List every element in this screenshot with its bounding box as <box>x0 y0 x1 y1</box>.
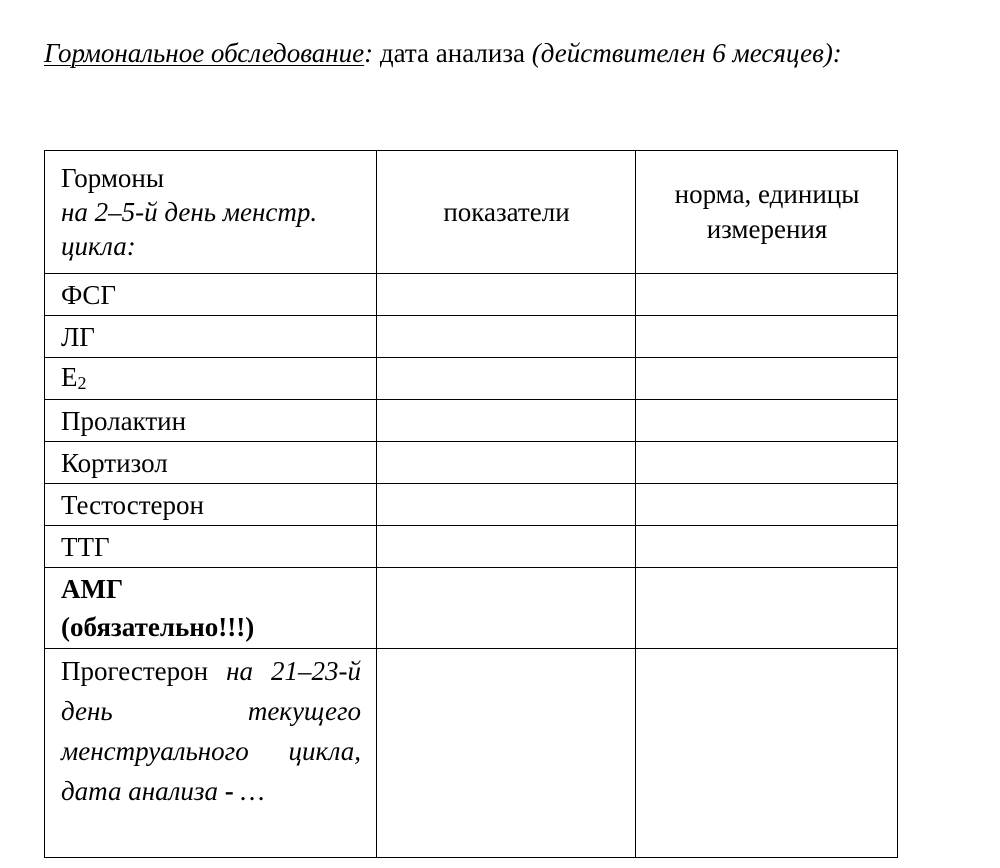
e2-subscript: 2 <box>77 373 87 393</box>
progesterone-cycle-note: на 21–23-й день текущего менструального цикла, дата анализа <box>61 656 362 806</box>
e2-base: E <box>61 362 78 392</box>
norm-cell <box>636 484 898 526</box>
norm-cell <box>636 649 898 858</box>
analysis-date-label: дата анализа <box>373 38 532 68</box>
hormone-name-e2 <box>45 358 377 400</box>
hormone-name-lh: ЛГ <box>45 316 377 358</box>
amh-label: АМГ <box>61 574 124 604</box>
hormone-name-tsh: ТТГ <box>45 526 377 568</box>
progesterone-ellipsis: … <box>240 776 265 806</box>
validity-note: (действителен 6 месяцев): <box>531 38 842 68</box>
header-hormones-label: Гормоны <box>61 163 165 193</box>
section-title-colon: : <box>364 38 374 68</box>
table-row <box>45 526 898 568</box>
norm-cell <box>636 358 898 400</box>
value-cell <box>377 358 636 400</box>
norm-cell <box>636 568 898 649</box>
hormone-name-prolactin: Пролактин <box>45 400 377 442</box>
table-row <box>45 358 898 400</box>
section-heading <box>44 30 896 77</box>
value-cell <box>377 442 636 484</box>
value-cell <box>377 568 636 649</box>
hormone-name-testosterone: Тестостерон <box>45 484 377 526</box>
amh-mandatory-note: (обязательно!!!) <box>61 612 255 642</box>
table-row <box>45 442 898 484</box>
hormone-name-cortisol: Кортизол <box>45 442 377 484</box>
norm-cell <box>636 526 898 568</box>
progesterone-dash: - <box>217 776 234 806</box>
value-cell <box>377 274 636 316</box>
table-row <box>45 400 898 442</box>
value-cell <box>377 526 636 568</box>
value-cell <box>377 649 636 858</box>
norm-cell <box>636 274 898 316</box>
norm-cell <box>636 316 898 358</box>
table-row-amh <box>45 568 898 649</box>
table-header-row <box>45 151 898 274</box>
hormones-table <box>44 150 898 858</box>
header-cycle-day-note: на 2–5-й день менстр. цикла: <box>61 197 318 261</box>
hormone-name-progesterone <box>45 649 377 858</box>
table-row <box>45 484 898 526</box>
table-row <box>45 274 898 316</box>
value-cell <box>377 316 636 358</box>
table-row <box>45 316 898 358</box>
section-title: Гормональное обследование <box>44 38 365 68</box>
header-values: показатели <box>377 151 636 274</box>
hormone-name-amh <box>45 568 377 649</box>
table-row-progesterone <box>45 649 898 858</box>
value-cell <box>377 484 636 526</box>
header-norm-units: норма, единицы измерения <box>636 151 898 274</box>
value-cell <box>377 400 636 442</box>
hormone-name-fsh: ФСГ <box>45 274 377 316</box>
header-hormones-cell <box>45 151 377 274</box>
progesterone-label: Прогестерон <box>61 656 209 686</box>
norm-cell <box>636 400 898 442</box>
norm-cell <box>636 442 898 484</box>
